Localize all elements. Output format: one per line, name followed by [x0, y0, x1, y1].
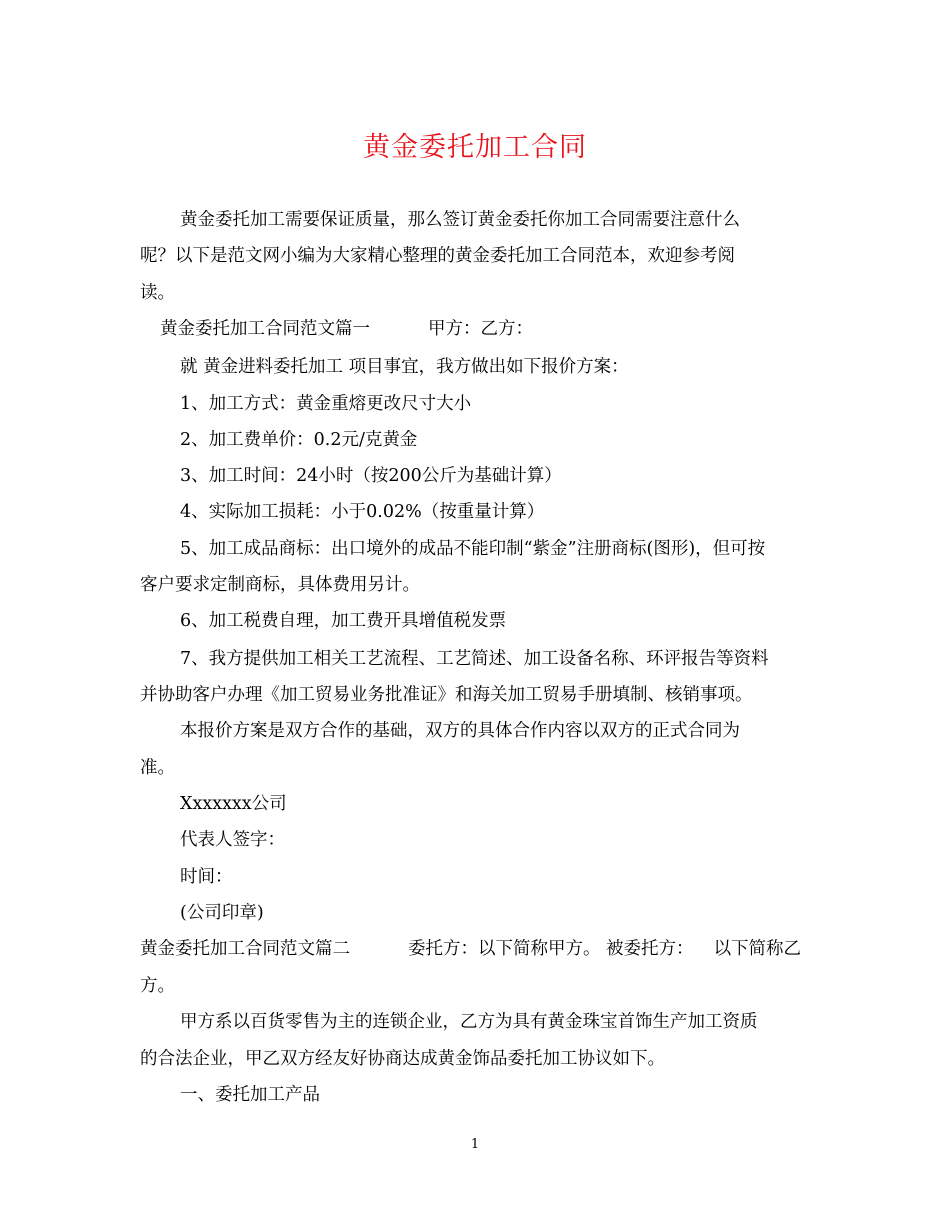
document-title: 黄金委托加工合同	[363, 132, 587, 163]
section1-lead: 就 黄金进料委托加工 项目事宜，我方做出如下报价方案：	[180, 357, 629, 377]
time-label: 时间：	[180, 867, 233, 887]
page-number: 1	[470, 1137, 480, 1152]
list-item-2: 2、加工费单价：0.2元/克黄金	[180, 430, 418, 450]
section2-parties-b: 以下简称乙	[713, 939, 802, 959]
section1-heading-row	[160, 316, 840, 342]
list-item-7-line-2: 并协助客户办理《加工贸易业务批准证》和海关加工贸易手册填制、核销事项。	[140, 685, 753, 705]
section2-parties-line-2: 方。	[140, 976, 175, 996]
basis-line-1: 本报价方案是双方合作的基础，双方的具体合作内容以双方的正式合同为	[180, 721, 740, 741]
list-item-1: 1、加工方式：黄金重熔更改尺寸大小	[180, 394, 472, 414]
section1-heading: 黄金委托加工合同范文篇一	[160, 319, 370, 339]
section1-parties: 甲方：乙方：	[428, 319, 533, 339]
signature-label: 代表人签字：	[180, 830, 285, 850]
intro-line-1: 黄金委托加工需要保证质量，那么签订黄金委托你加工合同需要注意什么	[180, 210, 740, 230]
section2-heading: 黄金委托加工合同范文篇二	[140, 939, 350, 959]
section2-parties: 委托方：以下简称甲方。 被委托方：	[408, 939, 694, 959]
intro-line-2: 呢？以下是范文网小编为大家精心整理的黄金委托加工合同范本，欢迎参考阅	[140, 246, 735, 266]
section2-para-line-2: 的合法企业，甲乙双方经友好协商达成黄金饰品委托加工协议如下。	[140, 1049, 665, 1069]
section2-item-1: 一、委托加工产品	[180, 1085, 320, 1105]
list-item-3: 3、加工时间：24小时（按200公斤为基础计算）	[180, 466, 562, 486]
list-item-4: 4、实际加工损耗：小于0.02%（按重量计算）	[180, 502, 545, 522]
seal-label: (公司印章)	[180, 903, 264, 923]
list-item-5-line-1: 5、加工成品商标：出口境外的成品不能印制“紫金”注册商标(图形)，但可按	[180, 539, 766, 559]
list-item-6: 6、加工税费自理，加工费开具增值税发票	[180, 611, 507, 631]
section2-heading-row	[140, 936, 820, 962]
list-item-7-line-1: 7、我方提供加工相关工艺流程、工艺简述、加工设备名称、环评报告等资料	[180, 649, 769, 669]
section2-para-line-1: 甲方系以百货零售为主的连锁企业，乙方为具有黄金珠宝首饰生产加工资质	[180, 1012, 758, 1032]
intro-line-3: 读。	[140, 283, 175, 303]
basis-line-2: 准。	[140, 758, 175, 778]
list-item-5-line-2: 客户要求定制商标，具体费用另计。	[140, 575, 420, 595]
company-name: Xxxxxxx公司	[180, 794, 287, 814]
